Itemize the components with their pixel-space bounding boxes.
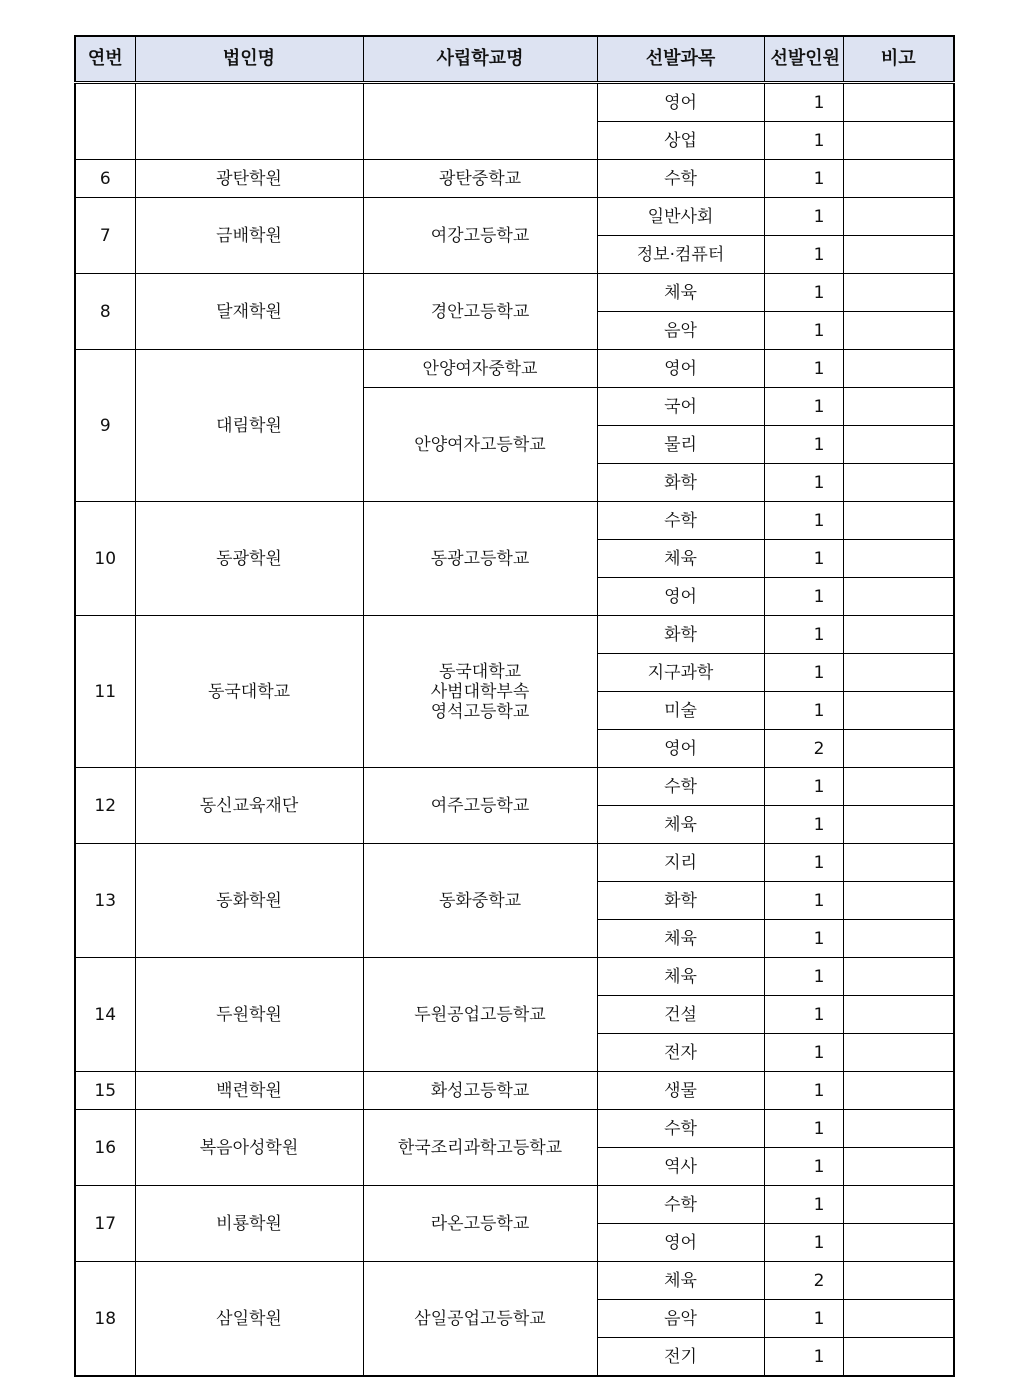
cell-note: [843, 1148, 954, 1186]
cell-subject: 음악: [597, 1300, 764, 1338]
cell-school: [363, 160, 597, 198]
cell-subject: 물리: [597, 426, 764, 464]
cell-count: 1: [764, 1224, 843, 1262]
cell-corporation: 동신교육재단: [135, 768, 363, 844]
table-row: [75, 768, 954, 806]
cell-count: 1: [764, 1148, 843, 1186]
cell-note: [843, 1300, 954, 1338]
selection-table: [74, 35, 955, 1377]
cell-count: 2: [764, 1262, 843, 1300]
cell-note: [843, 882, 954, 920]
cell-no: [75, 83, 135, 160]
cell-school: [363, 844, 597, 958]
table-row: [75, 83, 954, 122]
cell-count: 1: [764, 236, 843, 274]
cell-subject: 국어: [597, 388, 764, 426]
cell-no: 6: [75, 160, 135, 198]
cell-no: 13: [75, 844, 135, 958]
cell-school: [363, 1110, 597, 1186]
cell-subject: 전기: [597, 1338, 764, 1377]
cell-count: 1: [764, 1110, 843, 1148]
cell-note: [843, 1262, 954, 1300]
cell-note: [843, 996, 954, 1034]
cell-school: [363, 502, 597, 616]
cell-note: [843, 540, 954, 578]
cell-no: 14: [75, 958, 135, 1072]
cell-count: 1: [764, 616, 843, 654]
cell-count: 1: [764, 388, 843, 426]
cell-count: 1: [764, 958, 843, 996]
cell-corporation: 대림학원: [135, 350, 363, 502]
cell-subject: 일반사회: [597, 198, 764, 236]
header-corporation: 법인명: [135, 36, 363, 83]
cell-no: 17: [75, 1186, 135, 1262]
cell-note: [843, 768, 954, 806]
cell-note: [843, 958, 954, 996]
cell-no: 16: [75, 1110, 135, 1186]
cell-note: [843, 236, 954, 274]
cell-subject: 수학: [597, 502, 764, 540]
table-row: [75, 1072, 954, 1110]
header-count: 선발인원: [764, 36, 843, 83]
table-header: [75, 36, 954, 83]
cell-school: [363, 958, 597, 1072]
cell-count: 1: [764, 540, 843, 578]
table-row: [75, 1110, 954, 1148]
cell-subject: 지구과학: [597, 654, 764, 692]
school-name-line: 동광고등학교: [430, 548, 530, 569]
cell-school: [363, 83, 597, 160]
cell-subject: 미술: [597, 692, 764, 730]
cell-note: [843, 122, 954, 160]
cell-corporation: 삼일학원: [135, 1262, 363, 1377]
cell-note: [843, 578, 954, 616]
cell-school: [363, 388, 597, 502]
cell-note: [843, 616, 954, 654]
cell-note: [843, 1186, 954, 1224]
cell-subject: 음악: [597, 312, 764, 350]
cell-no: 8: [75, 274, 135, 350]
cell-count: 1: [764, 692, 843, 730]
cell-count: 1: [764, 160, 843, 198]
header-no: 연번: [75, 36, 135, 83]
cell-subject: 영어: [597, 83, 764, 122]
cell-note: [843, 844, 954, 882]
cell-note: [843, 654, 954, 692]
cell-corporation: 백련학원: [135, 1072, 363, 1110]
school-name-line: 여강고등학교: [430, 225, 530, 246]
cell-count: 2: [764, 730, 843, 768]
cell-subject: 화학: [597, 464, 764, 502]
school-name-line: 영석고등학교: [430, 701, 530, 722]
cell-no: 18: [75, 1262, 135, 1377]
school-name-line: 여주고등학교: [430, 795, 530, 816]
cell-count: 1: [764, 1186, 843, 1224]
cell-count: 1: [764, 1338, 843, 1377]
header-note: 비고: [843, 36, 954, 83]
cell-count: 1: [764, 464, 843, 502]
cell-note: [843, 1110, 954, 1148]
cell-subject: 체육: [597, 806, 764, 844]
cell-count: 1: [764, 1300, 843, 1338]
cell-subject: 영어: [597, 578, 764, 616]
cell-corporation: 복음아성학원: [135, 1110, 363, 1186]
cell-note: [843, 160, 954, 198]
table-row: [75, 198, 954, 236]
cell-corporation: 금배학원: [135, 198, 363, 274]
cell-corporation: 비룡학원: [135, 1186, 363, 1262]
cell-note: [843, 806, 954, 844]
table-row: [75, 502, 954, 540]
cell-subject: 수학: [597, 1110, 764, 1148]
cell-note: [843, 1338, 954, 1377]
table-row: [75, 844, 954, 882]
cell-subject: 건설: [597, 996, 764, 1034]
table-row: [75, 616, 954, 654]
header-school: 사립학교명: [363, 36, 597, 83]
table-row: [75, 160, 954, 198]
cell-note: [843, 464, 954, 502]
cell-subject: 수학: [597, 1186, 764, 1224]
cell-count: 1: [764, 122, 843, 160]
school-name-line: 한국조리과학고등학교: [397, 1137, 563, 1158]
cell-corporation: [135, 83, 363, 160]
cell-corporation: 동화학원: [135, 844, 363, 958]
cell-count: 1: [764, 198, 843, 236]
table-body: [75, 83, 954, 1377]
cell-school: [363, 1262, 597, 1377]
cell-subject: 영어: [597, 730, 764, 768]
cell-count: 1: [764, 1072, 843, 1110]
header-subject: 선발과목: [597, 36, 764, 83]
school-name-line: 경안고등학교: [430, 301, 530, 322]
header-row: [75, 36, 954, 83]
cell-note: [843, 1224, 954, 1262]
cell-subject: 생물: [597, 1072, 764, 1110]
cell-note: [843, 312, 954, 350]
cell-count: 1: [764, 996, 843, 1034]
cell-school: [363, 1186, 597, 1262]
cell-school: [363, 198, 597, 274]
cell-no: 11: [75, 616, 135, 768]
cell-school: [363, 768, 597, 844]
cell-corporation: 광탄학원: [135, 160, 363, 198]
cell-subject: 역사: [597, 1148, 764, 1186]
school-name-line: 화성고등학교: [430, 1080, 530, 1101]
cell-subject: 수학: [597, 768, 764, 806]
cell-note: [843, 692, 954, 730]
cell-school: [363, 616, 597, 768]
cell-subject: 체육: [597, 274, 764, 312]
table-row: [75, 350, 954, 388]
school-name-line: 동화중학교: [438, 890, 522, 911]
school-name-line: 동국대학교: [438, 661, 522, 682]
cell-corporation: 동광학원: [135, 502, 363, 616]
cell-note: [843, 350, 954, 388]
school-name-line: 두원공업고등학교: [414, 1004, 546, 1025]
cell-subject: 체육: [597, 958, 764, 996]
cell-count: 1: [764, 920, 843, 958]
table-row: [75, 274, 954, 312]
cell-count: 1: [764, 654, 843, 692]
cell-count: 1: [764, 502, 843, 540]
cell-subject: 영어: [597, 1224, 764, 1262]
cell-subject: 체육: [597, 920, 764, 958]
cell-note: [843, 1072, 954, 1110]
table-row: [75, 958, 954, 996]
table-row: [75, 1186, 954, 1224]
cell-school: [363, 1072, 597, 1110]
school-name-line: 안양여자중학교: [422, 358, 538, 379]
cell-subject: 화학: [597, 882, 764, 920]
cell-subject: 수학: [597, 160, 764, 198]
cell-no: 15: [75, 1072, 135, 1110]
cell-count: 1: [764, 1034, 843, 1072]
school-name-line: 라온고등학교: [430, 1213, 530, 1234]
school-name-line: 안양여자고등학교: [414, 434, 546, 455]
cell-note: [843, 83, 954, 122]
cell-note: [843, 502, 954, 540]
cell-subject: 지리: [597, 844, 764, 882]
cell-note: [843, 1034, 954, 1072]
cell-count: 1: [764, 350, 843, 388]
cell-count: 1: [764, 274, 843, 312]
cell-school: [363, 274, 597, 350]
cell-subject: 전자: [597, 1034, 764, 1072]
cell-subject: 상업: [597, 122, 764, 160]
cell-count: 1: [764, 806, 843, 844]
cell-no: 12: [75, 768, 135, 844]
cell-count: 1: [764, 768, 843, 806]
cell-subject: 영어: [597, 350, 764, 388]
cell-corporation: 달재학원: [135, 274, 363, 350]
cell-no: 10: [75, 502, 135, 616]
cell-note: [843, 920, 954, 958]
school-name-line: 사범대학부속: [430, 681, 530, 702]
cell-subject: 정보·컴퓨터: [597, 236, 764, 274]
cell-note: [843, 274, 954, 312]
cell-corporation: 두원학원: [135, 958, 363, 1072]
cell-subject: 체육: [597, 1262, 764, 1300]
cell-note: [843, 388, 954, 426]
cell-count: 1: [764, 578, 843, 616]
cell-count: 1: [764, 83, 843, 122]
cell-count: 1: [764, 426, 843, 464]
cell-count: 1: [764, 312, 843, 350]
cell-subject: 화학: [597, 616, 764, 654]
cell-count: 1: [764, 882, 843, 920]
school-name-line: 삼일공업고등학교: [414, 1308, 546, 1329]
cell-no: 9: [75, 350, 135, 502]
cell-no: 7: [75, 198, 135, 274]
cell-count: 1: [764, 844, 843, 882]
cell-school: [363, 350, 597, 388]
cell-note: [843, 426, 954, 464]
cell-note: [843, 198, 954, 236]
cell-corporation: 동국대학교: [135, 616, 363, 768]
cell-subject: 체육: [597, 540, 764, 578]
school-name-line: 광탄중학교: [438, 168, 522, 189]
table-row: [75, 1262, 954, 1300]
cell-note: [843, 730, 954, 768]
